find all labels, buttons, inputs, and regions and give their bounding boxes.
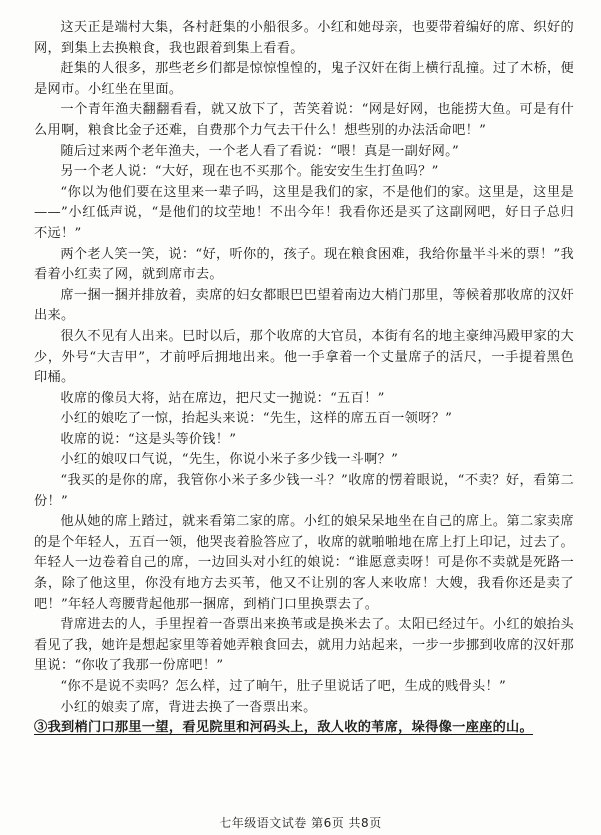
paragraph: 随后过来两个老年渔夫，一个老人看了看说：“喂！真是一副好网。” (60, 143, 460, 159)
paragraph: 席一捆一捆并排放着，卖席的妇女都眼巴巴望着南边大梢门那里，等候着那收席的汉奸出来。 (34, 287, 574, 324)
paragraph: 小红的娘吃了一惊，抬起头来说：“先生，这样的席五百一领呀？” (60, 411, 453, 427)
paragraph: 很久不见有人出来。巳时以后，那个收席的大官员，本街有名的地主豪绅冯殿甲家的大少，外号“大吉甲”，才前呼后拥地出来。他一手拿着一个丈量席子的活尺，一手提着黑色印桶。 (34, 328, 574, 386)
paragraph: 收席的说：“这是头等价钱！” (60, 431, 237, 447)
underlined-sentence-text: ③我到梢门口那里一望，看见院里和河码头上，敌人收的苇席，垛得像一座座的山。 (34, 720, 534, 736)
paragraph: “你不是说不卖吗？怎么样，过了晌午，肚子里说话了吧，生成的贱骨头！” (60, 679, 507, 694)
paragraph: 另一个老人说：“大好，现在也不买那个。能安安生生打鱼吗？” (60, 164, 439, 180)
paragraph: 背席进去的人，手里捏着一沓票出来换苇或是换米去了。太阳已经过午。小红的娘抬头看见了我，她许是想起家里等着她弄粮食回去，就用力站起来，一步一步挪到收席的汉奸那里说：“你收了我那一份席吧！” (34, 617, 574, 674)
paragraph: 一个青年渔夫翻翻看看，就又放下了，苦笑着说：“网是好网，也能捞大鱼。可是有什么用啊，粮食比金子还难，自费那个力气去干什么！想些别的办法活命吧！” (34, 102, 574, 138)
paragraph: 这天正是端村大集，各村赶集的小船很多。小红和她母亲，也要带着编好的席、织好的网，到集上去换粮食，我也跟着到集上看看。 (34, 20, 574, 56)
paragraph: 他从她的席上踏过，就来看第二家的席。小红的娘呆呆地坐在自己的席上。第二家卖席的是个年轻人，五百一领，他哭丧着脸答应了，收席的就啪啪地在席上打上印记，过去了。年轻人一边卷着自己的席，一边回头对小红的娘说：“谁愿意卖呀！可是你不卖就是死路一条，除了他这里，你没有地方去买苇，他又不让别的客人来收席！大嫂，我看你还是卖了吧！”年轻人弯腰背起他那一捆席，到梢门口里换票去了。 (34, 514, 574, 612)
paragraph: 收席的像员大将，站在席边，把尺丈一抛说：“五百！” (60, 390, 385, 406)
underlined-sentence (34, 718, 574, 739)
paragraph: 小红的娘卖了席，背进去换了一沓票出来。 (60, 699, 317, 715)
paragraph: 小红的娘叹口气说，“先生，你说小米子多少钱一斗啊？” (60, 452, 399, 468)
paragraph: 两个老人笑一笑，说：“好，听你的，孩子。现在粮食困难，我给你量半斗米的票！”我看着小红卖了网，就到席市去。 (34, 246, 574, 283)
page-footer: 七年级语文试卷 第6页 共8页 (219, 816, 382, 830)
passage-body (34, 18, 574, 739)
paragraph: “你以为他们要在这里来一辈子吗，这里是我们的家，不是他们的家。这里是，这里是——”小红低声说，“是他们的坟茔地！不出今年！我看你还是买了这副网吧，好日子总归不远！” (34, 184, 574, 241)
paragraph: 赶集的人很多，那些老乡们都是惊惊惶惶的，鬼子汉奸在街上横行乱撞。过了木桥，便是网市。小红坐在里面。 (34, 61, 574, 97)
paragraph: “我买的是你的席，我管你小米子多少钱一斗？”收席的愣着眼说，“不卖？好，看第二份！” (34, 473, 574, 509)
